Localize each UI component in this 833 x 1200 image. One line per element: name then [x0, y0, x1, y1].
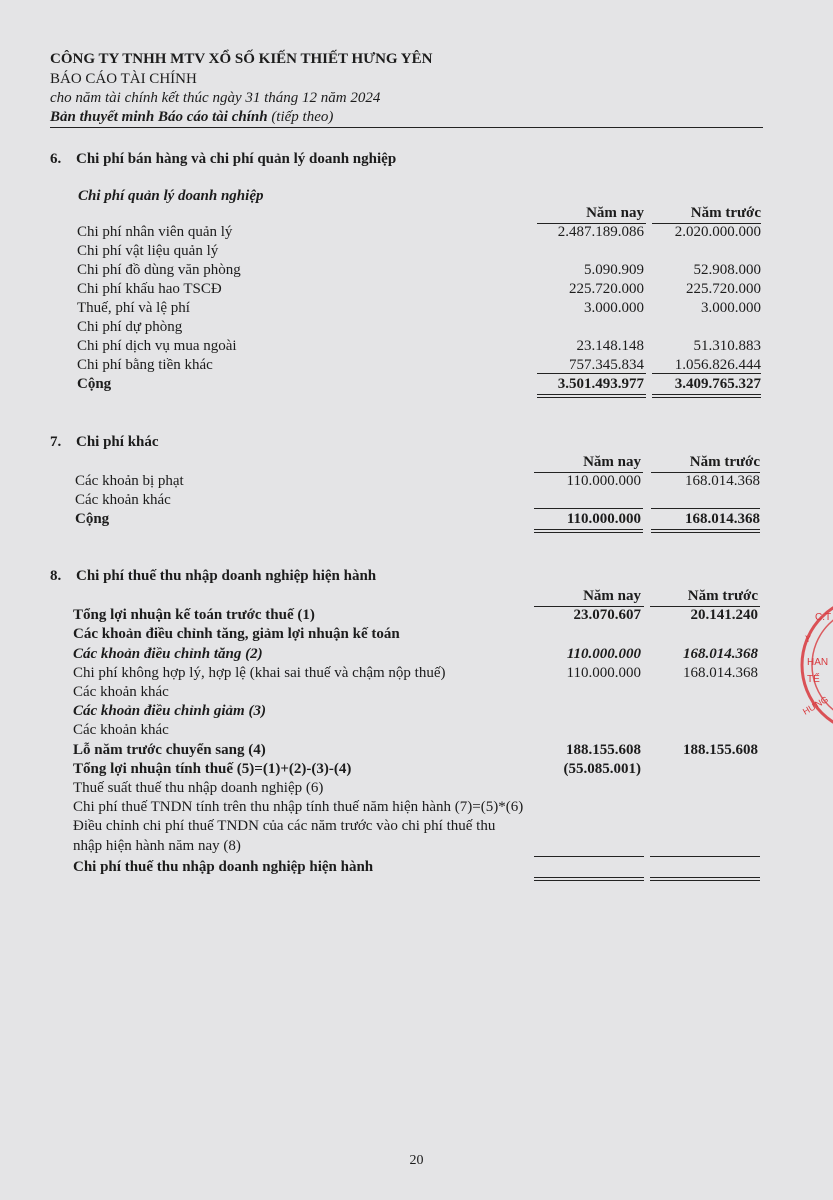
- table-row-label: Các khoản điều chỉnh tăng (2): [73, 645, 263, 662]
- table-row-current: 23.148.148: [576, 338, 644, 354]
- total-row: [75, 510, 760, 529]
- table-row-label: Các khoản khác: [73, 722, 169, 739]
- table-row-current: 23.070.607: [573, 607, 641, 624]
- table-row-label: Thuế, phí và lệ phí: [77, 300, 190, 316]
- table-row: [77, 280, 761, 299]
- total-label: Chi phí thuế thu nhập doanh nghiệp hiện hành: [73, 859, 374, 875]
- total-top-rule: [534, 508, 643, 509]
- total-double-rule: [537, 394, 646, 398]
- table-row-label: Lỗ năm trước chuyển sang (4): [73, 741, 266, 758]
- table-row: [73, 664, 758, 683]
- page-number: 20: [409, 1153, 424, 1168]
- table-row-label: Chi phí thuế TNDN tính trên thu nhập tính thuế năm hiện hành (7)=(5)*(6): [73, 799, 524, 816]
- table-row-label: nhập hiện hành năm nay (8): [73, 837, 241, 854]
- section-8-title: Chi phí thuế thu nhập doanh nghiệp hiện hành: [76, 568, 377, 584]
- table-row: [73, 702, 758, 721]
- notes-title-text: Bản thuyết minh Báo cáo tài chính: [50, 109, 268, 125]
- section-7-title: Chi phí khác: [76, 434, 159, 450]
- table-row: [77, 242, 761, 261]
- total-current: 3.501.493.977: [557, 376, 644, 392]
- table-row-current: (55.085.001): [563, 760, 641, 777]
- svg-text:HAN: HAN: [807, 657, 829, 668]
- table-row-current: 110.000.000: [566, 664, 641, 681]
- table-row-prior: 1.056.826.444: [674, 357, 761, 373]
- total-double-rule: [650, 877, 760, 881]
- header-rule: [50, 127, 763, 128]
- table-row-prior: 225.720.000: [686, 281, 761, 297]
- table-row-label: Tổng lợi nhuận kế toán trước thuế (1): [73, 607, 315, 624]
- table-row: [75, 472, 760, 491]
- total-prior: 168.014.368: [685, 511, 760, 527]
- table-row-prior: 20.141.240: [690, 607, 758, 624]
- svg-text:Y: Y: [805, 634, 812, 644]
- section7-column-header: [75, 453, 760, 472]
- table-row: [73, 645, 758, 664]
- table-row: [77, 223, 761, 242]
- table-row-prior: 168.014.368: [683, 664, 758, 681]
- section-6-subtitle: Chi phí quản lý doanh nghiệp: [78, 188, 264, 204]
- total-row: [73, 858, 758, 877]
- column-prior-year: Năm trước: [690, 205, 761, 221]
- section-8-number: 8.: [50, 568, 62, 584]
- total-current: 110.000.000: [566, 511, 641, 527]
- table-row-label: Các khoản khác: [73, 684, 169, 700]
- total-double-rule: [534, 529, 643, 533]
- table-row: [77, 299, 761, 318]
- table-row-prior: 3.000.000: [701, 300, 761, 316]
- column-current-year: Năm nay: [583, 588, 641, 604]
- report-title: BÁO CÁO TÀI CHÍNH: [50, 71, 197, 87]
- table-row-prior: 168.014.368: [685, 473, 760, 489]
- section-6-title: Chi phí bán hàng và chi phí quản lý doanh nghiệp: [76, 151, 397, 167]
- table-row: [73, 741, 758, 760]
- total-double-rule: [534, 877, 644, 881]
- table-row: [73, 683, 758, 702]
- table-row: [73, 625, 758, 644]
- total-double-rule: [651, 529, 760, 533]
- table-row-label: Điều chỉnh chi phí thuế TNDN của các năm trước vào chi phí thuế thu: [73, 818, 496, 835]
- table-row-label: Các khoản khác: [75, 492, 171, 508]
- notes-continued: (tiếp theo): [271, 109, 334, 125]
- svg-text:TẾ: TẾ: [807, 674, 820, 685]
- total-row: [77, 375, 761, 394]
- table-row-label: Chi phí dự phòng: [77, 319, 183, 335]
- table-row-prior: 2.020.000.000: [674, 224, 761, 240]
- total-label: Cộng: [75, 511, 110, 527]
- column-current-year: Năm nay: [586, 205, 644, 221]
- table-row: [77, 337, 761, 356]
- total-top-rule: [537, 373, 646, 374]
- table-row-current: 3.000.000: [584, 300, 644, 316]
- table-row-prior: 51.310.883: [693, 338, 761, 354]
- table-row: [77, 261, 761, 280]
- company-name: CÔNG TY TNHH MTV XỔ SỐ KIẾN THIẾT HƯNG YÊN: [50, 51, 433, 67]
- svg-text:HƯNG: HƯNG: [801, 694, 830, 717]
- table-row: [73, 837, 758, 856]
- table-row-label: Chi phí đồ dùng văn phòng: [77, 262, 241, 278]
- table-row: [73, 779, 758, 798]
- table-row: [73, 606, 758, 625]
- table-row-label: Chi phí không hợp lý, hợp lệ (khai sai thuế và chậm nộp thuế): [73, 664, 446, 681]
- table-row-current: 110.000.000: [566, 645, 641, 662]
- total-label: Cộng: [77, 376, 112, 392]
- table-row-prior: 168.014.368: [683, 645, 758, 662]
- column-current-year: Năm nay: [583, 454, 641, 470]
- table-row: [77, 318, 761, 337]
- table-row-label: Chi phí dịch vụ mua ngoài: [77, 338, 237, 354]
- total-prior: 3.409.765.327: [674, 376, 761, 392]
- total-top-rule: [652, 373, 761, 374]
- table-row-label: Tổng lợi nhuận tính thuế (5)=(1)+(2)-(3)-(4): [73, 760, 352, 777]
- table-row: [73, 817, 758, 836]
- table-row-label: Các khoản điều chỉnh giảm (3): [73, 703, 266, 720]
- section6-column-header: [77, 204, 761, 223]
- table-row-current: 188.155.608: [566, 741, 641, 758]
- table-row-prior: 52.908.000: [693, 262, 761, 278]
- report-period: cho năm tài chính kết thúc ngày 31 tháng 12 năm 2024: [50, 90, 381, 106]
- table-row-label: Các khoản bị phạt: [75, 473, 184, 489]
- table-row-current: 225.720.000: [569, 281, 644, 297]
- table-row-current: 2.487.189.086: [557, 224, 644, 240]
- total-double-rule: [652, 394, 761, 398]
- column-prior-year: Năm trước: [687, 588, 758, 604]
- table-row-label: Chi phí bằng tiền khác: [77, 357, 213, 373]
- section-6-number: 6.: [50, 151, 62, 167]
- table-row: [73, 798, 758, 817]
- section-7-number: 7.: [50, 434, 62, 450]
- column-prior-year: Năm trước: [689, 454, 760, 470]
- company-seal-stamp: [795, 590, 833, 740]
- total-top-rule: [650, 856, 760, 857]
- table-row-label: Các khoản điều chỉnh tăng, giảm lợi nhuận kế toán: [73, 626, 400, 643]
- section8-column-header: [73, 587, 758, 606]
- total-top-rule: [534, 856, 644, 857]
- table-row-prior: 188.155.608: [683, 741, 758, 758]
- table-row: [73, 760, 758, 779]
- table-row: [73, 721, 758, 740]
- table-row-current: 5.090.909: [584, 262, 644, 278]
- table-row-label: Thuế suất thuế thu nhập doanh nghiệp (6): [73, 780, 324, 796]
- notes-title: [50, 109, 333, 126]
- table-row-label: Chi phí vật liệu quản lý: [77, 243, 219, 259]
- table-row-current: 757.345.834: [569, 357, 644, 373]
- table-row-label: Chi phí nhân viên quản lý: [77, 224, 233, 240]
- svg-text:C.T: C.T: [815, 612, 832, 623]
- table-row-label: Chi phí khấu hao TSCĐ: [77, 281, 222, 297]
- total-top-rule: [651, 508, 760, 509]
- table-row-current: 110.000.000: [566, 473, 641, 489]
